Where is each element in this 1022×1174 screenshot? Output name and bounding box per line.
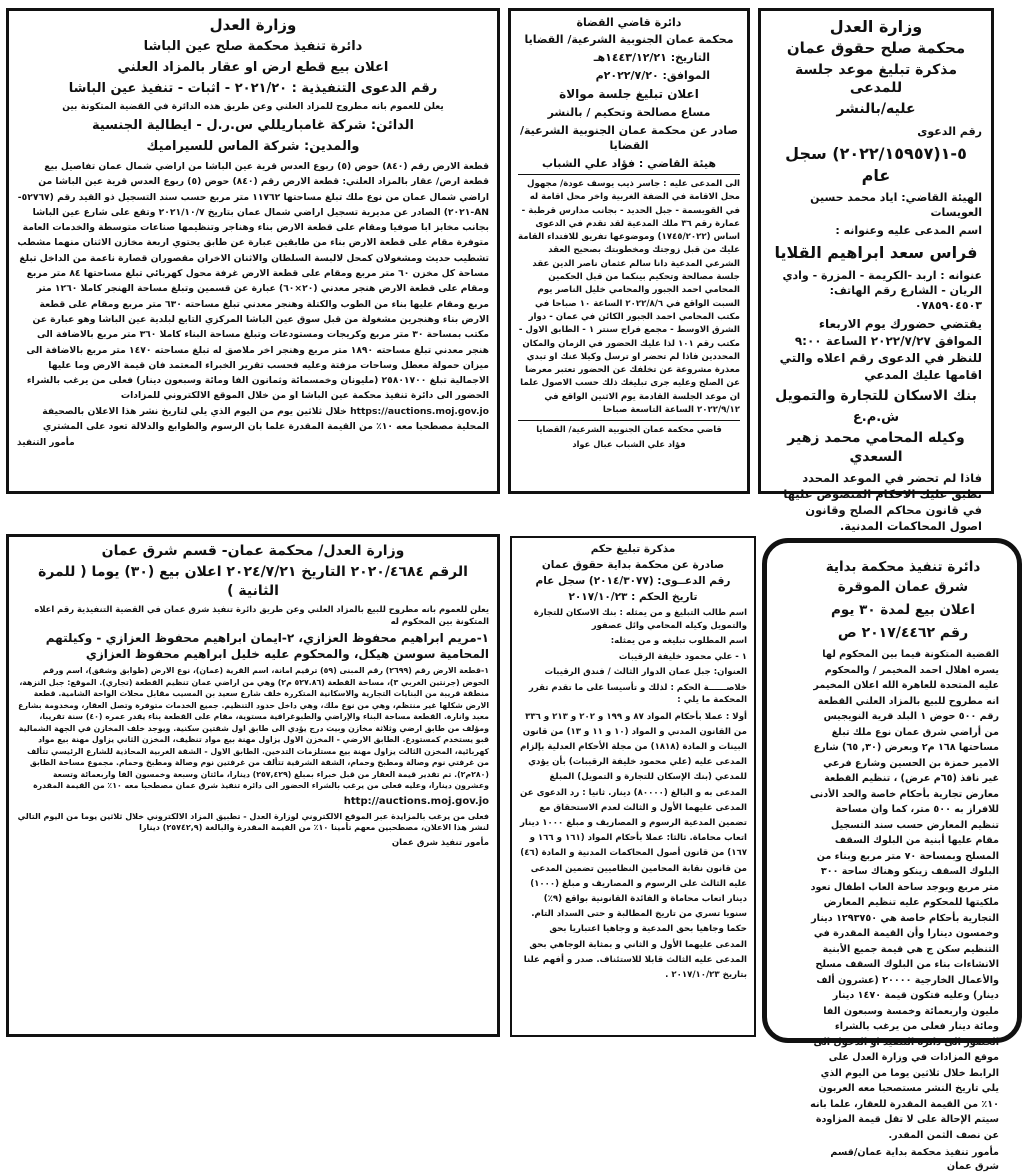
notice-subtitle: عليه/بالنشر [836, 101, 916, 117]
case-number: رقم الدعوى التنفيذية : ٢٠٢١/٢٠ - اثبات - تنفيذ عين الباشا [68, 81, 438, 96]
case-number: رقم الدعــوى: (٢٠١٤/٣٠٧٧) سجل عام [535, 575, 731, 587]
summons-body: يقتضي حضورك يوم الاربعاء الموافق ٢٠٢٢/٧/٢٧ الساعة ٩:٠٠ للنظر في الدعوى رقم اعلاه والتي اقامها عليك المدعي [779, 317, 982, 382]
date-hijri: التاريخ: ١٤٤٣/١٢/٢١هـ [593, 51, 710, 64]
department-name: دائرة تنفيذ محكمة صلح عين الباشا [143, 39, 363, 54]
case-line: الرقم ٢٠٢٠/٤٦٨٤ التاريخ ٢٠٢٤/٧/٢١ اعلان بيع (٣٠) يوما ( للمرة الثانية ) [38, 564, 468, 599]
ad-judgment-notice [510, 536, 756, 1037]
creditor-line: الدائن: شركة غامباريللي س.ر.ل - ايطالية الجنسية [91, 118, 415, 133]
recipient-name: ١ - علي محمود خليفة الرقيبات [618, 651, 747, 662]
ad-notice-sharia-court [508, 8, 750, 494]
case-label: رقم الدعوى [917, 125, 982, 138]
notice-title: مذكرة تبليغ موعد جلسة للمدعى [794, 62, 958, 96]
judge-line: هيئة القاضي : فؤاد علي الشباب [542, 157, 716, 170]
website-link[interactable]: http://auctions.moj.gov.jo [343, 795, 489, 807]
signature: مأمور التنفيذ [17, 438, 75, 449]
ad-auction-east-amman [6, 534, 500, 1037]
ad-auction-ain-albasha [6, 8, 500, 494]
lawyer-name: وكيله المحامي محمد زهير السعدي [787, 430, 965, 465]
defendant-address: عنوانه : اربد -الكريمة - المزرة - وادي الريان - الشارع رقم الهاتف: ٠٧٨٥٩٠٤٥٠٣ [782, 269, 982, 312]
office-name: دائرة قاضي القضاة [576, 16, 682, 29]
ministry-line: وزارة العدل/ محكمة عمان- قسم شرق عمان [101, 543, 405, 559]
summary-label: خلاصــــــة الحكم : لذلك و تأسيسا على ما تقدم تقرر المحكمة ما يلي : [528, 682, 747, 705]
defendant-name: فراس سعد ابراهيم القلايا [774, 243, 978, 262]
auction-title: اعلان بيع قطع ارض او عقار بالمزاد العلني [117, 60, 389, 75]
divider [518, 420, 740, 421]
ad-auction-east-amman-first-instance [762, 538, 1022, 1172]
case-number: رقم ٢٠١٧/٤٤٦٢ ص [837, 625, 969, 641]
court-name: محكمة عمان الجنوبية الشرعية/ القضايا [524, 33, 734, 46]
parties-line: ١-مريم ابراهيم محفوظ العزازي، ٢-ايمان ابراهيم محفوظ العزازي - وكيلتهم المحامية سوسن هيكل، والمحكوم عليه خليل ابراهيم محفوظ العزازي [45, 631, 489, 661]
closing-text: فعلى من يرغب بالمزايدة عبر الموقع الالكتروني لوزارة العدل - تطبيق المزاد الالكتروني خلال ثلاثين يوما من اليوم التالي لنشر هذا الاعلان، مصطحبين معهم تأمينا ١٠٪ من القيمة المقدرة والبالغة (٢٥٧٤٢,٩) دينارا [17, 811, 489, 832]
notice-subtitle: مساع مصالحة وتحكيم / بالنشر [547, 106, 711, 119]
issuer: صادر عن محكمة عمان الجنوبية الشرعية/ القضايا [519, 124, 739, 152]
notice-title: اعلان تبليغ جلسة موالاة [559, 87, 699, 101]
ministry-title: وزارة العدل [209, 16, 297, 34]
plaintiff-name: بنك الاسكان للتجارة والتمويل [775, 388, 977, 404]
notice-duration: اعلان بيع لمدة ٣٠ يوم [830, 602, 976, 618]
notice-title: مذكرة تبليغ حكم [590, 543, 676, 555]
defendant-label: اسم المدعى عليه وعنوانه : [835, 224, 982, 237]
notice-intro: يعلن للعموم بانه مطروح للبيع بالمزاد العلني وعن طريق دائرة تنفيذ شرق عمان في القضية التنفيذية رقم اعلاه المتكونة بين المحكوم له [34, 604, 489, 626]
signature-title: قاضي محكمة عمان الجنوبية الشرعية/ القضايا [536, 424, 722, 435]
ministry-title: وزارة العدل [829, 17, 923, 36]
requester-line: اسم طالب التبليغ و من يمثله : بنك الاسكان للتجارة والتمويل وكيله المحامي وائل عصفور [533, 608, 747, 631]
auction-body: قطعة الارض رقم (٨٤٠) حوض (٥) ربوع العدس قرية عين الباشا من اراضي شمال عمان تفاصيل بيع قطعة ارض/ عقار بالمزاد العلني: قطعة الارض رقم (٨٤٠) حوض (٥) ربوع العدس قرية عين الباشا من اراضي شمال عمان من نوع ملك تبلغ مساحتها ١١٧٦٢ متر مربع حسب سند التسجيل ذو القيد رقم (٥٢٧٦٧-AN-٢٠٢١) الصادر عن مديرية تسجيل اراضي شمال عمان بتاريخ ٢٠٢١/١٠/٧ وتقع على شارع عين الباشا بجانب مخابز ابا صوفيا ومقام على قطعة الارض بناء وهناجر وتنظيمها صناعات متوسطة والخدمات العامة متوفرة مقام على قطعة الارض بناء من طابقين عبارة عن طابق يحتوي اربعة مخازن الاثنان منهما مشطب تشطيب حديث ومشغولان كمحل لالبسة السلطان والاثنان الاخران مقصوران قصارة ناعمة من الداخل تبلغ مساحة كل مخزن ٦٠ متر مربع ومقام على قطعة الارض غرفة محول كهربائي تبلغ مساحتها ٨٤ متر مربع ومقام على قطعة الارض هنجر معدني (٢٠×٦٠) عبارة عن قسمين وتبلغ مساحة الهنجر كاملا ١٢٦٠ متر مربع ومقام عليها بناء من الطوب والكتلة وهنجر معدني تبلغ مساحته ٦٣٠ متر مربع ومقام على قطعة الارض بناء وهنجرين مشغولة من قبل سوق عين الباشا المركزي التابع لبلدية عين الباشا وهو عبارة عن مكتب بمساحة ٣٠ متر مربع وكريجات ومستودعات وتبلغ مساحة البناء كاملا ٣٦٠ متر مربع بالاضافة الى هنجر معدني تبلغ مساحته ١٨٩٠ متر مربع وهنجر اخر ملاصق له تبلغ مساحته ١٤٧٠ متر مربع بالاضافة الى ميزان حمولة معطل وساحات مزفتة وعليه فحسب تقرير الخبراء المعتمد فان قيمة الارض وما عليها الاجمالية تبلغ ٢٥٨٠١٧٠٠ (مليونان وخمسمائة وثمانون الفا ومائة وسبعون دينار) فعلى من يرغب بالشراء الحضور الى دائرة تنفيذ محكمة عين الباشا او من خلال الموقع الالكتروني للمزادات https://auctions.moj.gov.jo خلال ثلاثين يوم من اليوم الذي يلي لتاريخ نشر هذا الاعلان بالصحيفة المحلية مصطحبا معه ١٠٪ من القيمة المقدرة علما بان الرسوم والطوابع والدلالة تعود على المشتري [17, 161, 489, 433]
auction-body: ١-قطعة الارض رقم (٢٦٩٩) رقم المبنى (٥٩) ترقيم امانة، اسم القرية (عمان)، نوع الارض (طوابق وشقق)، اسم ورقم الحوض (جرنتين الغربي ٣)، مساحة القطعة (٥٢٧.٨٦ م٢) وهي من اراضي عمان تنظيم القطعة (تجاري). الموقع: جبل النزهة، منطقة قريبة من البنايات التجارية والاسكانية المتكررة خلف شارع سعيد بن المسيب مقابل محلات الواحة الشامية. قطعة الارض شكلها غير منتظم، وهي من نوع ملك، وهي داخل حدود التنظيم. جميع الخدمات متوفرة وتصل العقار، ومخدومة بشارع معبد وانارة. القطعة مساحة البناء والإراضي والطبوغرافية مستوية، مقام على القطعة بناء يقدر عمره (٤٠) سنة تقريبا، ومؤلف من طابق ارضي وثلاثة مخازن وبيت درج يؤدي الى طابق اول شقتين سكنية. ويوجد خلف المخازن في الجهة الشمالية قبو يستخدم كمستودع. الطابق الارضي - المخزن الاول يزاول مهنة بيع مواد تنظيف، المخزن الثاني يزاول مهنة بيع مواد كهربائية، المخزن الثالث يزاول مهنة بيع مستلزمات التدخين. الطابق الاول - الشقة الغربية المحاذية للشارع الرئيسي تتألف من غرفتي نوم وصالة ومطبخ وحمام، الشقة الشرقية تتألف من غرفتين نوم وصالة ومطبخ وحمام. مجموع مساحة الطابق (٢٨٠م٢). تم تقدير قيمة العقار من قبل خبراء بمبلغ (٢٥٧,٤٢٩) دينارا، مائتان وسبعة وخمسون الفا واربعمائة وتسعة وعشرون دينارا، وعليه فعلى من يرغب بالشراء الحضور الى دائرة تنفيذ شرق عمان مصطحبا معه ١٠٪ من القيمة المقدرة [18, 666, 489, 790]
judge-line: الهيئة القاضي: اياد محمد حسين العويسات [810, 191, 982, 219]
recipient-address: العنوان: جبل عمان الدوار الثالث / فندق الرقيبات [544, 667, 747, 677]
judgment-body: أولا : عملا بأحكام المواد ٨٧ و ١٩٩ و ٢٠٢ و ٢١٣ و ٣٣٦ من القانون المدني و المواد (١٠ و ١١ و ١٣) من قانون البينات و المادة (١٨١٨) من مجلة الأحكام العدلية بإلزام المدعى عليه (علي محمود خليفة الرقيبات) بأن يؤدي للمدعي (بنك الإسكان للتجارة و التمويل) المبلغ المدعى به و البالغ (٨٠٠٠٠) دينار. ثانيا : رد الدعوى عن المدعى عليهما الأول و الثالث لعدم الاستحقاق مع تضمين المدعية الرسوم و المصاريف و مبلغ ١٠٠٠ دينار اتعاب محاماة. ثالثا: عملا بأحكام المواد (١٦١ و ١٦٦ و ١٦٧) من قانون أصول المحاكمات المدنية و المادة (٤٦) من قانون نقابة المحامين النظاميين تضمين المدعى عليه الثالث على الرسوم و المصاريف و مبلغ (١٠٠٠) دينار اتعاب محاماة و الفائدة القانونية بواقع (٩٪) سنويا تسري من تاريخ المطالبة و حتى السداد التام. حكما وجاهيا بحق المدعية و وجاهيا اعتباريا بحق المدعى عليهما الأول و الثاني و بمثابة الوجاهي بحق المدعى عليه الثالث قابلا للاستئناف. صدر و أفهم علنا بتاريخ ٢٠١٧/١٠/٢٣ . [519, 711, 747, 980]
date-gregorian: الموافق: ٢٠٢٢/٧/٢٠م [595, 69, 710, 82]
debtor-line: والمدين: شركة الماس للسيراميك [146, 139, 360, 154]
auction-body: القضية المتكونة فيما بين المحكوم لها يسره اهلال احمد المخيمر / والمحكوم عليه المتحدة للعاهرة الله اعلان المخيمر انه مطروح للبيع بالمزاد العلني القطعة رقم ٥٠٠ حوض ١ البلد قرية النويجيس من أراضي شرق عمان نوع ملك تبلغ مساحتها ١٦٨ م٢ وبعرض (٣٠, ٦٥) شارع الامير حمزة بن الحسين وشارع فرعي غير نافذ (٦٥م عرض) ، تنظيم القطعة معارض تجارية بأحكام خاصة والحد الأدنى للافراز به ٥٠٠ متر، كما وان مساحة تنظيم المعارض حسب سند التسجيل مقام عليها أبنية من البلوك السقف المسلح وبمساحة ٧٠ متر مربع وبناء من البلوك السقف زينكو وهناك ساحة ٣٠٠ متر مربع ويوجد ساحة العاب اطفال تعود ملكيتها للمحكوم عليه تنظيم المعارض التجارية بأحكام خاصة هي ١٢٩٣٧٥٠ دينار وخمسون دينارا وأن القيمة المقدرة في التنظيم سكن ج هي قيمة جميع الأبنية الانشاءات بناء من البلوك السقف مسلح والأعمال الخارجية ٢٠٠٠٠ (عشرون ألف دينار) وعليه فتكون قيمة ١٤٧٠ دينار مليون واربعمائة وخمسة وسبعون الفا ومائة دينار فعلى من يرغب بالشراء الحضور الى دائرة التنفيذ او الدخول الى موقع المزادات في وزارة العدل على الرابط خلال ثلاثين يوما من اليوم الذي يلي تاريخ النشر مستصحبا معه العربون ١٠٪ من القيمة المقدرة للعقار، علما بانه سيتم الإحالة على لا تقل قيمة المزاودة عن نصف الثمن المقدر. [809, 649, 999, 1141]
judgment-date: تاريخ الحكم : ٢٠١٧/١٠/٢٣ [568, 591, 698, 603]
ad-notice-summons-rights-court [758, 8, 994, 533]
case-number: ٥-١(٢٠٢٢/١٥٩٥٧) سجل عام [785, 144, 967, 185]
signature: مأمور تنفيذ شرق عمان [391, 837, 489, 848]
divider [518, 174, 740, 175]
auction-website[interactable] [17, 795, 489, 808]
recipient-label: اسم المطلوب تبليغه و من يمثله: [610, 636, 747, 646]
company-type: ش.م.ع [852, 410, 900, 425]
notice-body: الى المدعى عليه : جاسر ذيب يوسف عودة/ مجهول محل الاقامة في الضفة الغربية واخر محل اقامة له في القويسمة - جبل الحديد - بجانب مدارس قرطبة - عمارة رقم ٣٦ ملك المدعية لقد تقدم في الدعوى اساس (١٧٤٥/٢٠٢٢) وموضوعها تفريق للافتداء القامة عليك من قبل زوجتك ومخطوبتك بصحيح العقد الشرعي المدعية دانا سالم عثمان ناصر الدين عقد جلسة مصالحة وتحكيم بينكما من قبل الحكمين المحامي احمد الجبور والمحامي خليل الناصر يوم السبت الواقع في ٢٠٢٢/٨/٦ الساعة ١٠ صباحا في مكتب المحامي احمد الجبور الكائن في عمان - دوار الشرق الاوسط - مجمع فراح سنتر ١ - الطابق الاول - مكتب رقم ١٠١ لذا عليك الحضور في الزمان والمكان المحددين فاذا لم تحضر او ترسل وكيلا عنك او تبدي معذرة مشروعة عن تخلفك عن الحضور تعتبر معرضا عن الصلح وعليه جرى تبليغك ذلك حسب الاصول علما ان موعد الجلسة القادمة يوم الاثنين الواقع في ٢٠٢٢/٩/١٢ الساعة التاسعة صباحا [518, 179, 740, 416]
notice-heading: دائرة تنفيذ محكمة بداية شرق عمان الموقرة [825, 559, 981, 595]
issuer: صادرة عن محكمة بداية حقوق عمان [541, 559, 725, 571]
signature: مأمور تنفيذ محكمة بداية عمان/قسم شرق عمان [830, 1147, 999, 1172]
signature-name: فؤاد علي الشباب عبال عواد [572, 438, 686, 449]
warning-text: فاذا لم تحضر في الموعد المحدد تطبق عليك الاحكام المنصوص عليها في قانون محاكم الصلح وقانون اصول المحاكمات المدنية. [783, 471, 982, 533]
notice-intro: يعلن للعموم بانه مطروح للمزاد العلني وعن طريق هذه الدائرة في القضية المتكونة بين [62, 102, 444, 112]
court-name: محكمة صلح حقوق عمان [786, 39, 966, 57]
